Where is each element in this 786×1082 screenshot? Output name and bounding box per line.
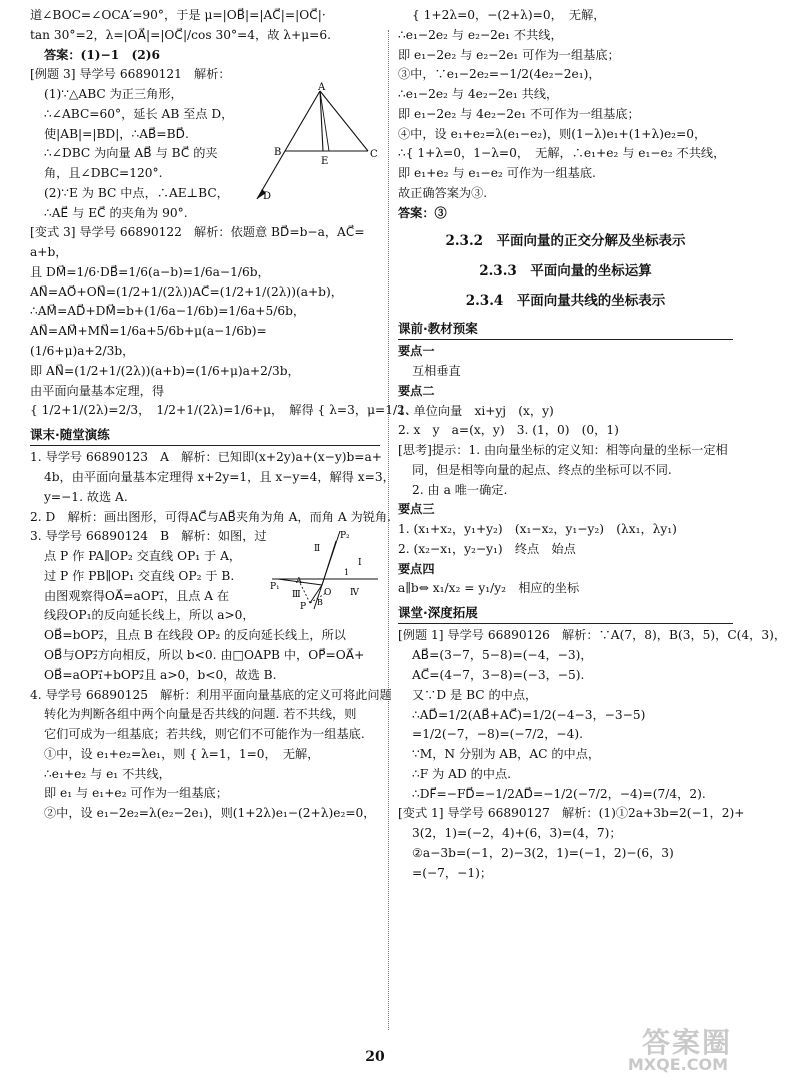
text-line: 即 AN⃗=(1/2+1/(2λ))(a+b)=(1/6+μ)a+2/3b， (30, 363, 300, 378)
text-line: 互相垂直 (412, 364, 461, 379)
text-line: ∴∠ABC=60°，延长 AB 至点 D， (44, 106, 234, 121)
right-top-text (398, 6, 733, 223)
variant-1 (398, 804, 745, 883)
text-line: OB⃗与OP₂⃗方向相反，所以 b<0. 由□OAPB 中，OP⃗=OA⃗+ (44, 647, 365, 662)
text-line: 2. (x₂−x₁，y₂−y₁) 终点 始点 (398, 541, 576, 556)
region-1: Ⅰ (358, 558, 362, 569)
text-line: 故正确答案为③. (398, 185, 488, 200)
question-3-cont (30, 626, 380, 685)
text-line: ∴∠DBC 为向量 AB⃗ 与 BC⃗ 的夹 (44, 146, 218, 161)
variant-3-header: [变式 3] 导学号 66890122 解析：依题意 BD⃗=b−a，AC⃗= (30, 225, 365, 240)
label-e: E (321, 156, 329, 168)
text-line: 2. D 解析：画出图形，可得AC⃗与AB⃗夹角为角 A，而角 A 为锐角. (30, 509, 391, 524)
text-line: ③中，∵e₁−2e₂=−1/2(4e₂−2e₁)， (398, 67, 601, 82)
text-line: AB⃗=(3−7，5−8)=(−4，−3)， (412, 648, 593, 663)
text-line: (2)∵E 为 BC 中点，∴AE⊥BC， (44, 185, 229, 200)
text-line: 3(2，1)=(−2，4)+(6，3)=(4，7)； (412, 826, 622, 841)
text-line: 且 DM⃗=1/6·DB⃗=1/6(a−b)=1/6a−1/6b， (30, 264, 270, 279)
example-3-header: [例题 3] 导学号 66890121 解析： (30, 67, 231, 82)
section-band-in-class: 课堂·深度拓展 (398, 603, 733, 624)
label-a: A (318, 82, 326, 94)
text-line: AC⃗=(4−7，3−8)=(−3，−5). (412, 667, 585, 682)
label-p1: P₁ (270, 582, 280, 593)
text-line: 线段OP₁的反向延长线上，所以 a>0， (44, 608, 255, 623)
text-line: (1)∵△ABC 为正三角形， (44, 87, 183, 102)
example-3-text (30, 85, 265, 223)
label-c: C (370, 149, 378, 161)
text-line: AN⃗=AM⃗+MN⃗=1/6a+5/6b+μ(a−1/6b)= (30, 324, 267, 339)
text-line: OB⃗=aOP₁⃗+bOP₂⃗且 a>0，b<0，故选 B. (44, 667, 277, 682)
example-1 (398, 626, 786, 804)
watermark-site: MXQE.COM (627, 1055, 728, 1074)
text-line: 2. 由 a 唯一确定. (412, 482, 508, 497)
text-line: 它们可成为一组基底；若共线，则它们不可能作为一组基底. (44, 727, 365, 742)
key-point-1-heading: 要点一 (398, 344, 435, 359)
text-line: y=−1. 故选 A. (44, 489, 128, 504)
text-line: 即 e₁ 与 e₁+e₂ 可作为一组基底； (44, 786, 228, 801)
text-line: AN⃗=AO⃗+ON⃗=(1/2+1/(2λ))AC⃗=(1/2+1/(2λ))(a+b)， (30, 284, 343, 299)
question-2 (30, 508, 391, 528)
text-line: (1/6+μ)a+2/3b， (30, 344, 135, 359)
parallelogram-figure (270, 527, 380, 626)
equation-system: { 1/2+1/(2λ)=2/3， 1/2+1/(2λ)=1/6+μ， 解得 { λ=3，μ=1/2. (30, 403, 409, 418)
section-title-2-3-4: 2.3.4 平面向量共线的坐标表示 (465, 293, 666, 310)
right-column (398, 6, 786, 883)
text-line: 角，且∠DBC=120°. (44, 166, 163, 181)
label-b: B (274, 147, 282, 159)
text-line: a∥b⇔ x₁/x₂ = y₁/y₂ 相应的坐标 (398, 581, 580, 596)
text-line: 由图观察得OA⃗=aOP₁⃗，且点 A 在 (44, 588, 230, 603)
watermark-logo: 答案圈 (641, 1026, 732, 1059)
section-title-2-3-2: 2.3.2 平面向量的正交分解及坐标表示 (445, 233, 686, 250)
key-point-2-heading: 要点二 (398, 383, 435, 398)
text-line: 即 e₁+e₂ 与 e₁−e₂ 可作为一组基底. (398, 166, 596, 181)
text-line: 又∵D 是 BC 的中点， (412, 687, 538, 702)
text-line: ∴AD⃗=1/2(AB⃗+AC⃗)=1/2(−4−3，−3−5) (412, 707, 646, 722)
text-line: 转化为判断各组中两个向量是否共线的问题. 若不共线，则 (44, 707, 357, 722)
left-top-text (30, 6, 380, 65)
variant-3-block (30, 223, 409, 421)
text-line: =1/2(−7，−8)=(−7/2，−4). (412, 727, 584, 742)
text-line: tan 30°=2，λ=|OA⃗|=|OC⃗|/cos 30°=4，故 λ+μ=6. (30, 27, 331, 42)
answer-line: 答案：(1)−1 (2)6 (44, 47, 160, 62)
text-line: 使|AB|=|BD|，∴AB⃗=BD⃗. (44, 126, 189, 141)
section-title-2-3-3: 2.3.3 平面向量的坐标运算 (479, 263, 652, 280)
question-3-text (30, 527, 270, 626)
text-line: 由平面向量基本定理，得 (30, 383, 165, 398)
label-d: D (263, 191, 272, 203)
text-line: 3. 导学号 66890124 B 解析：如图，过 (30, 529, 267, 544)
text-line: ②a−3b=(−1，2)−3(2，1)=(−1，2)−(6，3) (412, 845, 674, 860)
region-3: Ⅲ (292, 590, 301, 601)
label-b: B (317, 598, 323, 608)
equation-system: { 1+2λ=0，−(2+λ)=0， 无解， (412, 8, 606, 22)
triangle-diagram (263, 82, 380, 205)
text-line: ∴e₁+e₂ 与 e₁ 不共线， (44, 766, 171, 781)
think-hint: [思考]提示：1. 由向量坐标的定义知：相等向量的坐标一定相 (398, 443, 728, 458)
text-line: 即 e₁−2e₂ 与 e₂−2e₁ 可作为一组基底； (398, 47, 620, 62)
text-line: ∴AE⃗ 与 EC⃗ 的夹角为 90°. (44, 205, 188, 220)
example-3-block (30, 82, 380, 223)
label-a: A (296, 576, 302, 586)
parallelogram-diagram (270, 527, 380, 611)
text-line: 2. x y a=(x，y) 3. (1，0) (0，1) (398, 423, 619, 438)
text-line: ∴e₁−2e₂ 与 4e₂−2e₁ 共线， (398, 87, 559, 102)
question-3-block (30, 527, 380, 626)
section-band-pre-class: 课前·教材预案 (398, 319, 733, 340)
left-column (30, 6, 409, 824)
text-line: 4b，由平面向量基本定理得 x+2y=1，且 x−y=4，解得 x=3， (44, 470, 395, 485)
text-line: 点 P 作 PA∥OP₂ 交直线 OP₁ 于 A， (44, 549, 242, 564)
text-line: [例题 1] 导学号 66890126 解析：∵A(7，8)，B(3，5)，C(4，3)， (398, 628, 786, 643)
answer-line: 答案：③ (398, 205, 447, 220)
text-line: 1. 单位向量 xi+yj (x，y) (398, 403, 554, 418)
text-line: ∵M，N 分别为 AB，AC 的中点， (412, 747, 601, 762)
text-line: 同，但是相等向量的起点、终点的坐标可以不同. (412, 462, 672, 477)
text-line: ∴AM⃗=AD⃗+DM⃗=b+(1/6a−1/6b)=1/6a+5/6b， (30, 304, 306, 319)
text-line: ④中，设 e₁+e₂=λ(e₁−e₂)，则(1−λ)e₁+(1+λ)e₂=0， (398, 126, 707, 141)
column-divider (388, 30, 389, 1030)
text-line: 道∠BOC=∠OCA′=90°，于是 μ=|OB⃗|=|AC⃗|=|OC⃗|· (30, 8, 326, 22)
text-line: a+b， (30, 245, 68, 260)
question-1 (30, 448, 395, 507)
section-band-after-class: 课末·随堂演练 (30, 425, 380, 446)
text-line: ∴e₁−2e₂ 与 e₂−2e₁ 不共线， (398, 27, 563, 42)
text-line: 1. 导学号 66890123 A 解析：已知即(x+2y)a+(x−y)b=a+ (30, 450, 382, 465)
unit-label: 1 (344, 568, 350, 578)
label-p2: P₂ (340, 531, 350, 542)
text-line: 过 P 作 PB∥OP₁ 交直线 OP₂ 于 B. (44, 568, 235, 583)
key-point-3-heading: 要点三 (398, 502, 435, 517)
text-line: 即 e₁−2e₂ 与 4e₂−2e₁ 不可作为一组基底； (398, 106, 640, 121)
key-point-4-heading: 要点四 (398, 561, 435, 576)
label-o: O (324, 588, 332, 599)
text-line: [变式 1] 导学号 66890127 解析：(1)①2a+3b=2(−1，2)+ (398, 806, 745, 821)
label-p: P (300, 602, 307, 613)
region-4: Ⅳ (350, 588, 359, 599)
triangle-figure (263, 82, 380, 223)
text-line: OB⃗=bOP₂⃗，且点 B 在线段 OP₂ 的反向延长线上，所以 (44, 628, 346, 643)
text-line: ∴F 为 AD 的中点. (412, 766, 512, 781)
text-line: ①中，设 e₁+e₂=λe₁，则 { λ=1，1=0， 无解， (44, 746, 320, 761)
text-line: =(−7，−1)； (412, 865, 493, 880)
text-line: ②中，设 e₁−2e₂=λ(e₂−2e₁)，则(1+2λ)e₁−(2+λ)e₂=0， (44, 806, 376, 821)
region-2: Ⅱ (314, 544, 321, 555)
question-4 (30, 686, 392, 824)
equation-system: ∴{ 1+λ=0，1−λ=0， 无解，∴e₁+e₂ 与 e₁−e₂ 不共线， (398, 146, 726, 161)
text-line: 4. 导学号 66890125 解析：利用平面向量基底的定义可将此问题 (30, 687, 392, 702)
text-line: 1. (x₁+x₂，y₁+y₂) (x₁−x₂，y₁−y₂) (λx₁，λy₁) (398, 522, 677, 537)
page-number: 20 (365, 1049, 385, 1065)
text-line: ∴DF⃗=−FD⃗=−1/2AD⃗=−1/2(−7/2，−4)=(7/4，2). (412, 786, 706, 801)
